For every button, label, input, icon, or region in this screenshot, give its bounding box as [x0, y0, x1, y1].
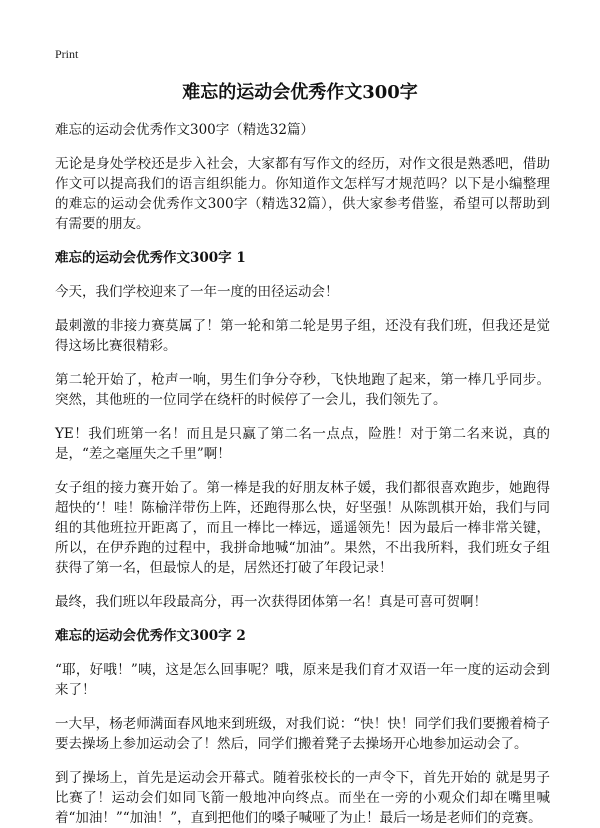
page-title: 难忘的运动会优秀作文300字 — [182, 82, 418, 103]
essay-paragraph: “耶，好哦！”咦，这是怎么回事呢？哦，原来是我们育才双语一年一度的运动会到来了！ — [55, 662, 550, 698]
article-subtitle: 难忘的运动会优秀作文300字（精选32篇） — [55, 122, 314, 138]
print-link[interactable]: Print — [55, 47, 79, 61]
essay-section-1 — [55, 248, 550, 612]
essay-paragraph: YE！我们班第一名！而且是只赢了第二名一点点，险胜！对于第二名来说，真的是，“差之毫厘失之千里”啊！ — [55, 426, 550, 462]
essay-paragraph: 第二轮开始了，枪声一响，男生们争分夺秒，飞快地跑了起来，第一棒几乎同步。突然，其他班的一位同学在绕杆的时候停了一会儿，我们领先了。 — [55, 372, 550, 408]
section-heading: 难忘的运动会优秀作文300字 2 — [55, 628, 246, 644]
intro-paragraph: 无论是身处学校还是步入社会，大家都有写作文的经历，对作文很是熟悉吧，借助作文可以提高我们的语言组织能力。你知道作文怎样写才规范吗？以下是小编整理的难忘的运动会优秀作文300字（精选32篇），供大家参考借鉴，希望可以帮助到有需要的朋友。 — [55, 156, 550, 232]
section-heading: 难忘的运动会优秀作文300字 1 — [55, 250, 246, 266]
essay-paragraph: 一大早，杨老师满面春风地来到班级，对我们说：“快！快！同学们我们要搬着椅子要去操场上参加运动会了！然后，同学们搬着凳子去操场开心地参加运动会了。 — [55, 716, 550, 752]
essay-paragraph: 最终，我们班以年段最高分，再一次获得团体第一名！真是可喜可贺啊！ — [55, 594, 487, 610]
essay-paragraph: 女子组的接力赛开始了。第一棒是我的好朋友林子媛，我们都很喜欢跑步，她跑得超快的‘！哇！陈榆洋带伤上阵，还跑得那么快，好坚强！从陈凯棋开始，我们与同组的其他班拉开距离了，而且一棒比一棒远，遥遥领先！因为最后一棒非常关键，所以，在伊乔跑的过程中，我拼命地喊“加油”。果然，不出我所料，我们班女子组获得了第一名，但最惊人的是，居然还打破了年段记录！ — [55, 480, 550, 576]
essay-section-2 — [55, 626, 550, 828]
article-body — [55, 120, 550, 828]
essay-paragraph: 今天，我们学校迎来了一年一度的田径运动会！ — [55, 284, 339, 300]
essay-paragraph: 最刺激的非接力赛莫属了！第一轮和第二轮是男子组，还没有我们班，但我还是觉得这场比赛很精彩。 — [55, 318, 550, 354]
essay-paragraph: 到了操场上，首先是运动会开幕式。随着张校长的一声令下，首先开始的 就是男子比赛了！运动会们如同飞箭一般地冲向终点。而坐在一旁的小观众们却在嘴里喊着“加油！”“加油！”，直到把他们的嗓子喊哑了为止！最后一场是老师们的竞赛。 — [55, 770, 550, 826]
